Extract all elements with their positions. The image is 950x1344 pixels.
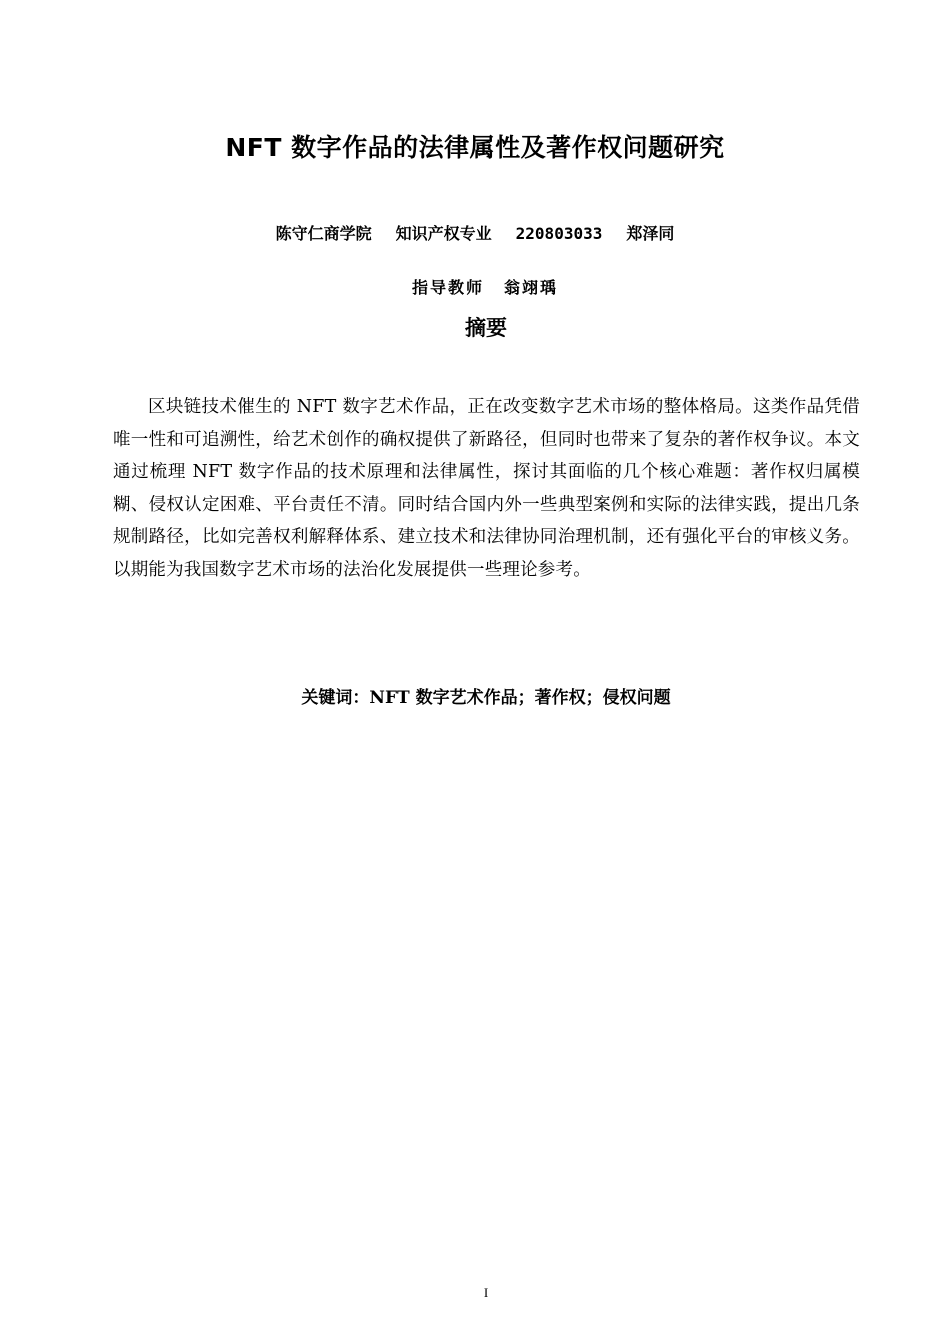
abstract-body: 区块链技术催生的 NFT 数字艺术作品，正在改变数字艺术市场的整体格局。这类作品凭借唯一性和可追溯性，给艺术创作的确权提供了新路径，但同时也带来了复杂的著作权争议。本文通过梳理 NFT 数字作品的技术原理和法律属性，探讨其面临的几个核心难题：著作权归属模糊、侵权认定困难、平台责任不清。同时结合国内外一些典型案例和实际的法律实践，提出几条规制路径，比如完善权利解释体系、建立技术和法律协同治理机制，还有强化平台的审核义务。以期能为我国数字艺术市场的法治化发展提供一些理论参考。: [113, 397, 860, 580]
advisor-name: 翁翊瑀: [504, 278, 559, 297]
page-number: I: [483, 1285, 489, 1300]
paper-title: NFT 数字作品的法律属性及著作权问题研究: [225, 133, 725, 162]
keywords-line: 关键词：NFT 数字艺术作品；著作权；侵权问题: [301, 688, 671, 708]
advisor-info: [0, 276, 950, 300]
advisor-label: 指导教师: [411, 278, 484, 297]
author-student-id: 220803033: [515, 224, 603, 243]
author-school: 陈守仁商学院: [275, 224, 372, 243]
author-name: 郑泽同: [626, 224, 675, 243]
author-major: 知识产权专业: [395, 224, 492, 243]
abstract-heading: 摘要: [465, 316, 507, 340]
author-info: [0, 222, 950, 246]
